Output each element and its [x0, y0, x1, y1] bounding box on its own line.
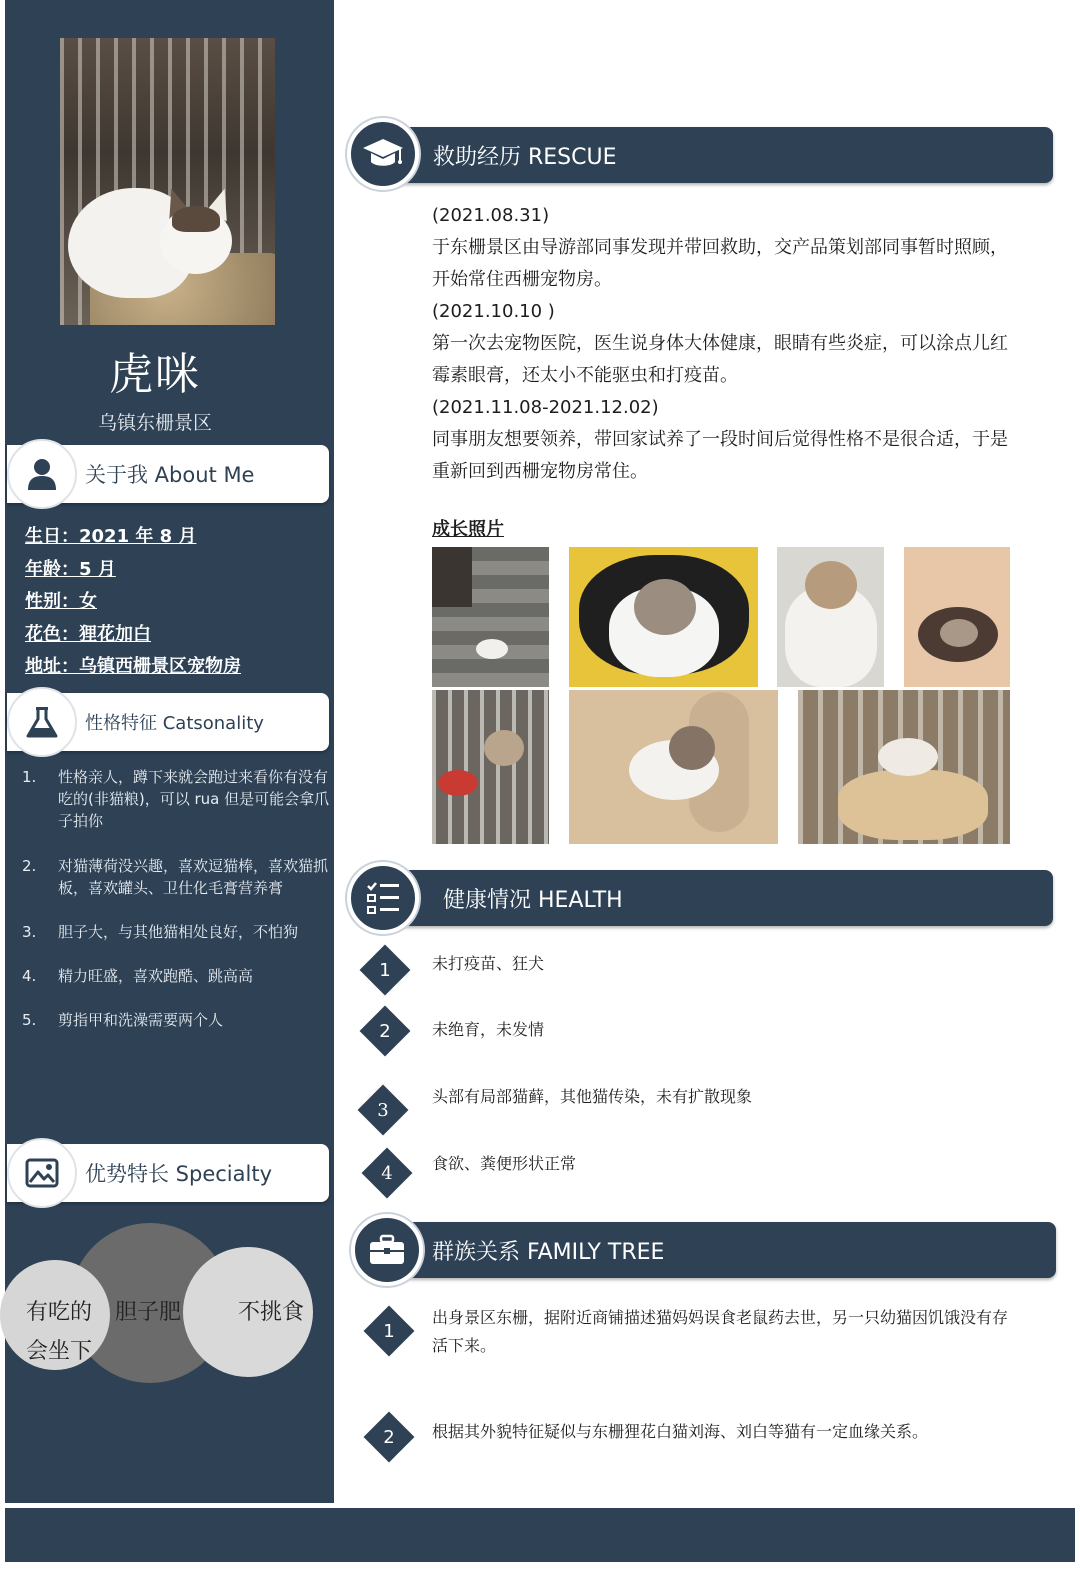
health-item-text: 头部有局部猫藓，其他猫传染，未有扩散现象: [432, 1087, 753, 1106]
health-title: 健康情况 HEALTH: [443, 887, 623, 913]
personality-title: 性格特征 Catsonality: [85, 713, 264, 734]
growth-photo: [904, 547, 1010, 687]
family-item-line: 根据其外貌特征疑似与东栅狸花白猫刘海、刘白等猫有一定血缘关系。: [432, 1422, 929, 1441]
family-tree-header: [390, 1222, 1056, 1278]
specialty-title: 优势特长 Specialty: [85, 1162, 273, 1186]
family-item-line: 活下来。: [432, 1336, 497, 1355]
health-number: 1: [379, 959, 391, 981]
growth-photo: [777, 547, 884, 687]
cat-name: 虎咪: [109, 349, 201, 400]
health-icon-circle: [347, 862, 419, 934]
trait-text: 剪指甲和洗澡需要两个人: [58, 1011, 224, 1029]
graduation-cap-icon: [361, 137, 405, 171]
gender-field: 性别：女: [25, 591, 97, 612]
rescue-line: 开始常住西栅宠物房。: [432, 269, 612, 290]
trait-text: 精力旺盛，喜欢跑酷、跳高高: [58, 967, 254, 985]
family-item-line: 出身景区东栅，据附近商铺描述猫妈妈误食老鼠药去世，另一只幼猫因饥饿没有存: [432, 1308, 1009, 1327]
rescue-line: (2021.10.10 ): [432, 301, 555, 322]
rescue-header: [385, 127, 1053, 183]
family-number: 2: [383, 1426, 395, 1448]
specialty-venn: [0, 1215, 334, 1395]
rescue-line: (2021.11.08-2021.12.02): [432, 397, 659, 418]
family-tree-icon-circle: [351, 1214, 423, 1286]
user-icon: [26, 457, 58, 491]
personality-list: [22, 766, 332, 1031]
about-me-header: [7, 445, 329, 503]
about-me-icon-circle: [7, 439, 77, 509]
coat-field: 花色：狸花加白: [25, 623, 151, 645]
trait-item: [22, 855, 332, 899]
rescue-line: (2021.08.31): [432, 205, 550, 226]
specialty-icon-circle: [7, 1138, 77, 1208]
trait-item: [22, 766, 332, 832]
trait-item: [22, 965, 332, 987]
rescue-line: 第一次去宠物医院，医生说身体大体健康，眼睛有些炎症，可以涂点儿红: [432, 333, 1008, 354]
growth-photo: [798, 690, 1010, 844]
about-me-info: [25, 522, 241, 685]
growth-photo: [569, 690, 778, 844]
about-me-title: 关于我 About Me: [85, 463, 255, 487]
venn-right-label: 不挑食: [238, 1300, 305, 1325]
health-item-text: 食欲、粪便形状正常: [432, 1154, 577, 1173]
health-item-text: 未绝育，未发情: [432, 1020, 545, 1039]
rescue-line: 同事朋友想要领养，带回家试养了一段时间后觉得性格不是很合适，于是: [432, 429, 1008, 450]
birthday-field: 生日：2021 年 8 月: [25, 526, 197, 547]
health-number: 3: [377, 1099, 389, 1121]
footer-bar: [5, 1508, 1075, 1562]
health-number: 4: [381, 1162, 393, 1184]
growth-photo: [569, 547, 758, 687]
profile-photo: [60, 38, 275, 325]
rescue-text: [432, 200, 1042, 488]
list-icon: [365, 881, 401, 915]
trait-text: 对猫薄荷没兴趣，喜欢逗猫棒，喜欢猫抓板，喜欢罐头、卫仕化毛膏营养膏: [58, 857, 329, 897]
trait-number: 3.: [22, 923, 37, 941]
trait-number: 5.: [22, 1011, 37, 1029]
address-field: 地址：乌镇西栅景区宠物房: [25, 656, 241, 677]
rescue-line: 于东栅景区由导游部同事发现并带回救助，交产品策划部同事暂时照顾，: [432, 237, 1008, 258]
briefcase-icon: [368, 1234, 406, 1266]
flask-icon: [25, 705, 59, 739]
venn-middle-label: 胆子肥: [115, 1300, 182, 1325]
growth-photo: [432, 547, 549, 687]
venn-left-line1: 有吃的: [26, 1300, 93, 1325]
rescue-line: 重新回到西栅宠物房常住。: [432, 461, 648, 482]
health-header: [385, 870, 1053, 926]
venn-left-line2: 会坐下: [26, 1339, 93, 1364]
family-number: 1: [383, 1320, 395, 1342]
image-icon: [25, 1158, 59, 1188]
rescue-icon-circle: [347, 118, 419, 190]
growth-photo: [432, 690, 549, 844]
health-item-text: 未打疫苗、狂犬: [432, 954, 545, 973]
personality-icon-circle: [7, 687, 77, 757]
age-field: 年龄：5 月: [25, 558, 116, 580]
cat-location: 乌镇东栅景区: [97, 412, 212, 434]
health-number: 2: [379, 1020, 391, 1042]
trait-number: 4.: [22, 967, 37, 985]
trait-item: [22, 921, 332, 943]
trait-text: 胆子大，与其他猫相处良好，不怕狗: [58, 923, 299, 941]
specialty-header: [7, 1144, 329, 1202]
rescue-line: 霉素眼膏，还太小不能驱虫和打疫苗。: [432, 365, 738, 386]
personality-header: [7, 693, 329, 751]
trait-item: [22, 1009, 332, 1031]
trait-number: 2.: [22, 857, 37, 875]
rescue-title: 救助经历 RESCUE: [433, 144, 617, 170]
trait-number: 1.: [22, 768, 37, 786]
trait-text: 性格亲人，蹲下来就会跑过来看你有没有吃的(非猫粮)，可以 rua 但是可能会拿爪子拍你: [58, 768, 330, 830]
growth-photos-title: 成长照片: [432, 519, 504, 540]
family-tree-title: 群族关系 FAMILY TREE: [432, 1239, 665, 1265]
